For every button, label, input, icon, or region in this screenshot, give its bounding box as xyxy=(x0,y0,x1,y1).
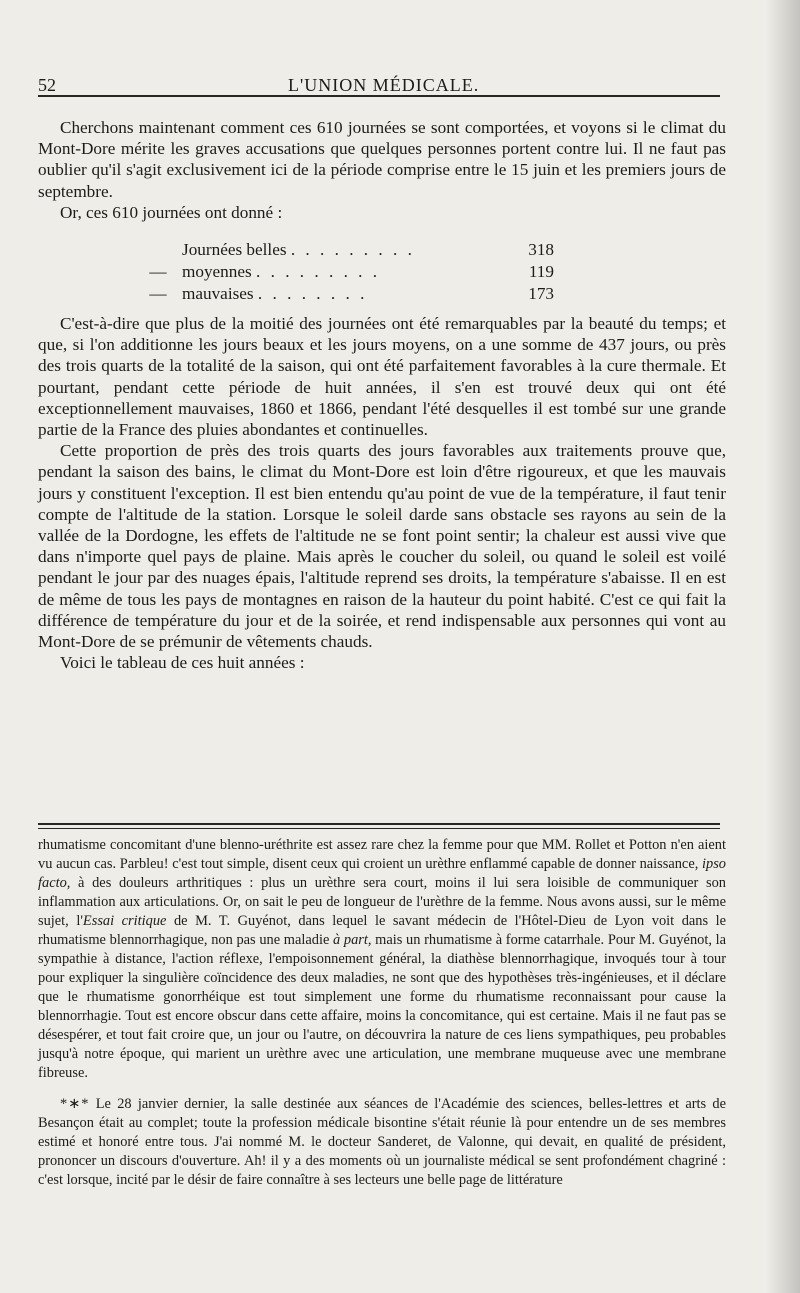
feuilleton-paragraph-2 xyxy=(38,1095,726,1190)
stat-value: 318 xyxy=(528,240,554,260)
italic-text: Essai critique xyxy=(82,913,167,929)
stat-label-text: Journées belles xyxy=(182,240,287,260)
page-edge-shadow xyxy=(766,0,800,1293)
stat-dot-leader: . . . . . . . . xyxy=(257,284,368,304)
stat-row-moyennes xyxy=(134,261,554,283)
stat-value: 173 xyxy=(528,284,554,304)
days-statistics xyxy=(134,239,554,305)
stat-label xyxy=(182,283,502,304)
running-title: L'UNION MÉDICALE. xyxy=(288,75,480,95)
text-run: à des douleurs arthritiques : plus un urèthre sera court, moins il lui sera loisible de communiquer son inflammation aux articulations. Or, on sait le peu de longueur de l'urèthre de la femme. Nous avons aussi, sur le même sujet, l' xyxy=(38,875,726,929)
stat-row-mauvaises xyxy=(134,283,554,305)
text-run: de M. T. Guyénot, dans lequel le savant médecin de l'Hôtel-Dieu de Lyon voit dans le rhumatisme blennorrhagique, non pas une maladie xyxy=(38,913,727,948)
text-run: Le 28 janvier dernier, la salle destinée aux séances de l'Académie des sciences, belles-lettres et arts de Besançon était au complet; toute la profession médicale bisontine s'était réunie là pour entendre un de ses membres estimé et honoré entre tous. J'ai nommé M. le docteur Sanderet, de Valonne, qui devait, en qualité de président, prononcer un discours d'ouverture. Ah! il y a des moments où un journaliste médical se sent profondément chagriné : c'est lorsque, incité par le désir de faire connaître à ses lecteurs une belle page de littérature xyxy=(38,1096,726,1188)
paragraph-1: Cherchons maintenant comment ces 610 journées se sont comportées, et voyons si le climat du Mont-Dore mérite les graves accusations que quelques personnes portent contre lui. Il ne faut pas oublier qu'il s'agit exclusivement ici de la période comprise entre le 15 juin et les premiers jours de septembre. xyxy=(38,118,726,201)
feuilleton-text xyxy=(38,836,726,1190)
feuilleton-rule-thin xyxy=(38,828,720,829)
stat-row-belles xyxy=(134,239,554,261)
italic-text: à part, xyxy=(333,932,372,948)
stat-label xyxy=(182,239,502,260)
text-run: rhumatisme concomitant d'une blenno-uréthrite est assez rare chez la femme pour que MM. Rollet et Potton n'en aient vu aucun cas. Parbleu! c'est tout simple, disent ceux qui croient un urèthre enflammé capable de donner naissance, xyxy=(38,837,726,872)
paragraph-4: Cette proportion de près des trois quarts des jours favorables aux traitements prouve que, pendant la saison des bains, le climat du Mont-Dore est loin d'être rigoureux, et que les mauvais jours y constituent l'exception. Il est bien entendu qu'au point de vue de la température, il faut tenir compte de l'altitude de la station. Lorsque le soleil darde sans obstacle ses rayons au sein de la vallée de la Dordogne, les effets de l'altitude ne se font point sentir; la chaleur est aussi vive que dans n'importe quel pays de plaine. Mais après le coucher du soleil, ou quand le soleil est voilé pendant le jour par des nuages épais, l'altitude reprend ses droits, la température s'abaisse. Il en est de même de tous les pays de montagnes en raison de la hauteur du point habité. C'est ce qui fait la différence de température du jour et de la soirée, et rend indispensable aux personnes qui vont au Mont-Dore de se prémunir de vêtements chauds. xyxy=(38,441,726,652)
stat-value: 119 xyxy=(528,262,554,282)
paragraph-2: Or, ces 610 journées ont donné : xyxy=(60,202,283,222)
feuilleton-rule xyxy=(38,823,720,825)
stat-dash: — xyxy=(149,284,167,304)
asterism-mark: *∗* xyxy=(60,1096,90,1112)
feuilleton-paragraph-1 xyxy=(38,836,726,1083)
stat-label xyxy=(182,261,502,282)
italic-text: ipso facto, xyxy=(38,856,726,891)
stat-dash: — xyxy=(149,262,167,282)
page-number: 52 xyxy=(38,75,56,95)
paragraph-5: Voici le tableau de ces huit années : xyxy=(60,653,305,673)
stat-dot-leader: . . . . . . . . . xyxy=(256,262,381,282)
stat-dot-leader: . . . . . . . . . xyxy=(290,240,415,260)
main-text xyxy=(38,117,726,673)
header-rule xyxy=(38,95,720,97)
stat-label-text: moyennes xyxy=(182,262,252,282)
paragraph-3: C'est-à-dire que plus de la moitié des journées ont été remarquables par la beauté du temps; et que, si l'on additionne les jours beaux et les jours moyens, on a une somme de 437 jours, ou près des trois quarts de la totalité de la saison, qui ont été parfaitement favorables à la cure thermale. Et pourtant, pendant cette période de huit années, il s'en est trouvé deux qui ont été exceptionnellement mauvaises, 1860 et 1866, pendant l'été desquelles il est tombé sur une grande partie de la France des pluies abondantes et continuelles. xyxy=(38,314,726,440)
stat-label-text: mauvaises xyxy=(182,284,254,304)
text-run: mais un rhumatisme à forme catarrhale. Pour M. Guyénot, la sympathie à distance, l'action réflexe, l'empoisonnement général, la diathèse blennorrhagique, invoqués tour à tour pour expliquer la singulière coïncidence des deux maladies, ne sont que des hypothèses très-ingénieuses, et il déclare que le rhumatisme gonorrhéique est tout simplement une forme du rhumatisme reconnaissant pour cause la blennorrhagie. Tout est encore obscur dans cette affaire, moins la concomitance, qui est certaine. Mais il ne faut pas se désespérer, et tout fait croire que, un jour ou l'autre, on découvrira la nature de ces liens sympathiques, peu probables jusqu'à notre époque, qui marient un urèthre avec une articulation, une membrane muqueuse avec une membrane fibreuse. xyxy=(38,932,726,1081)
